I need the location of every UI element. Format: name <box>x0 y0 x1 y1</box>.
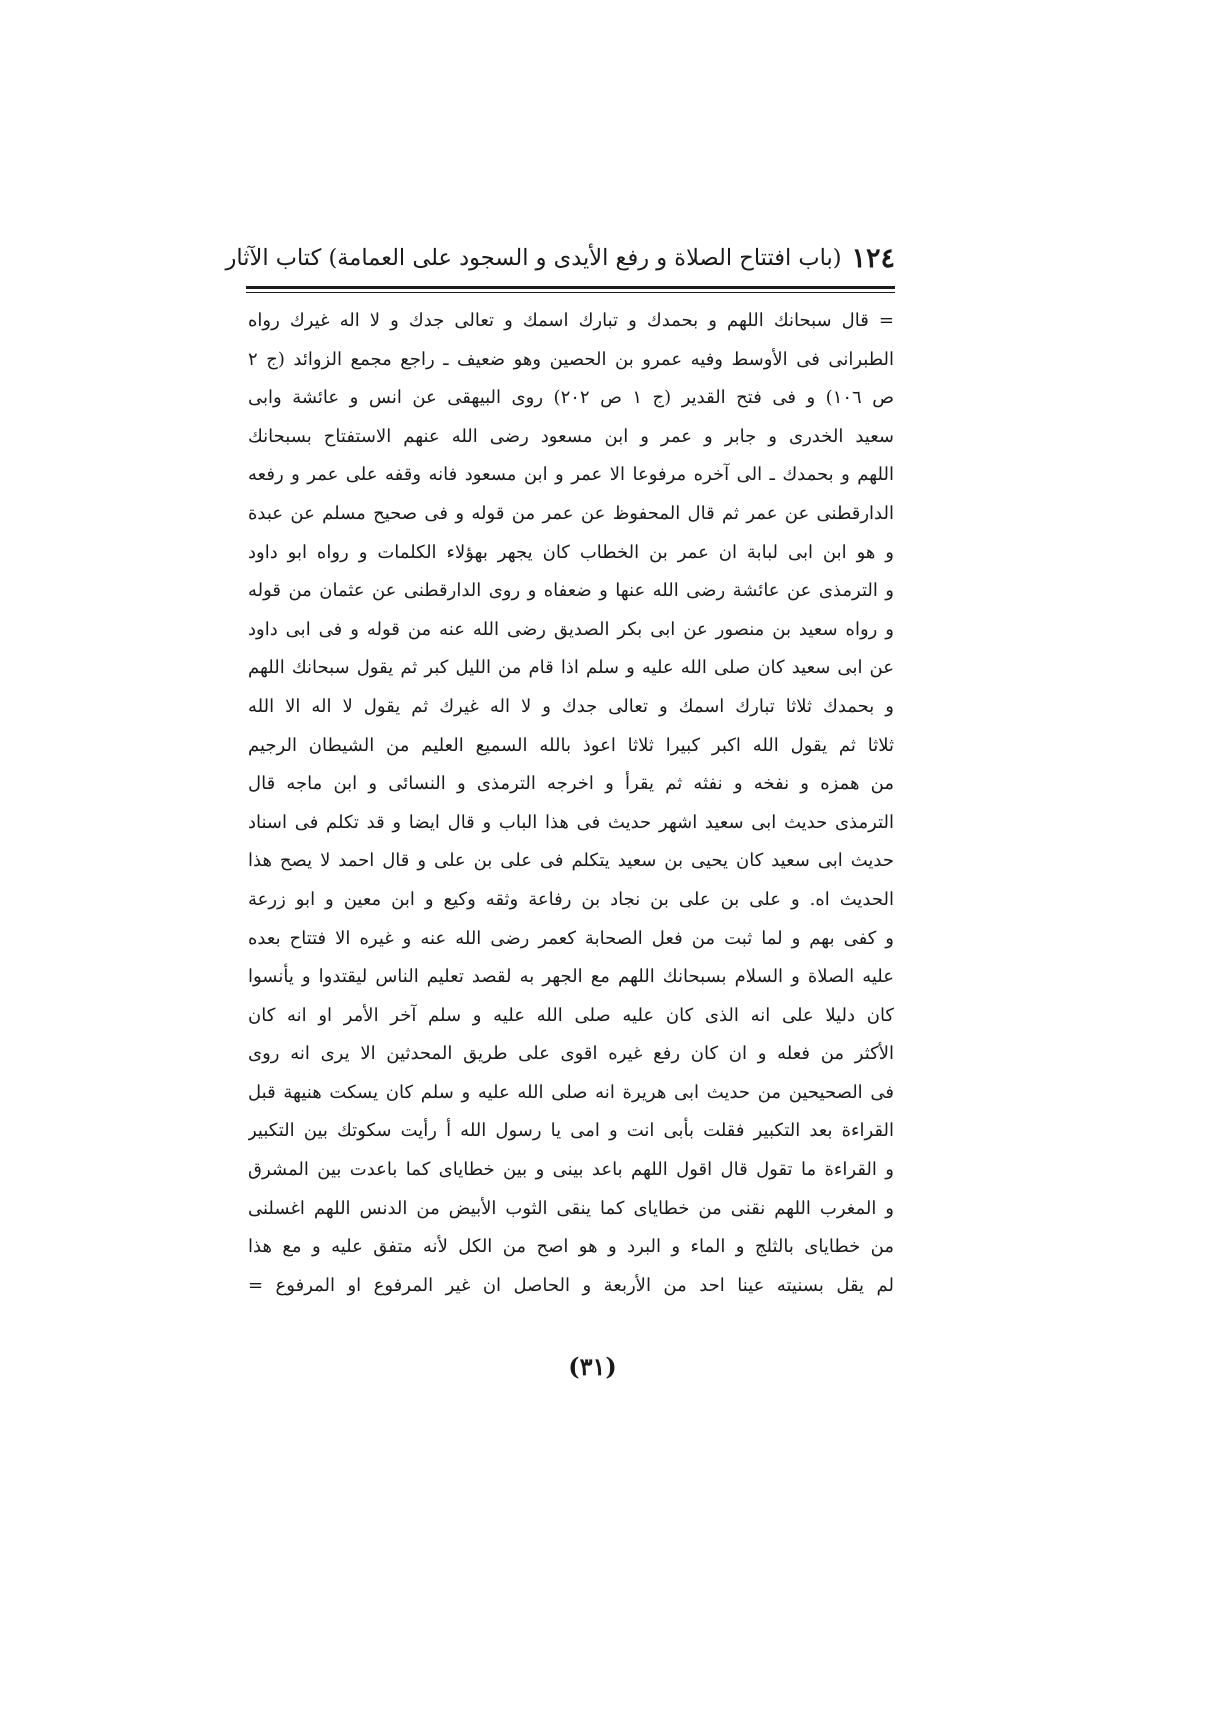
text-line: فى الصحيحين من حديث ابى هريرة انه صلى الله عليه و سلم كان يسكت هنيهة قبل <box>248 1081 894 1103</box>
page-header <box>225 238 895 278</box>
text-line: سعيد الخدرى و جابر و عمر و ابن مسعود رضى الله عنهم الاستفتاح بسبحانك <box>248 425 894 447</box>
text-line: و الترمذى عن عائشة رضى الله عنها و ضعفاه و روى الدارقطنى عن عثمان من قوله <box>248 580 894 602</box>
text-line: و هو ابن ابى لبابة ان عمر بن الخطاب كان يجهر بهؤلاء الكلمات و رواه ابو داود <box>248 541 894 563</box>
text-line: الترمذى حديث ابى سعيد اشهر حديث فى هذا الباب و قال ايضا و قد تكلم فى اسناد <box>248 811 894 833</box>
text-line: ص ١٠٦) و فى فتح القدير (ج ١ ص ٢٠٢) روى البيهقى عن انس و عائشة وابى <box>248 387 894 409</box>
text-line: الطبرانى فى الأوسط وفيه عمرو بن الحصين وهو ضعيف ـ راجع مجمع الزوائد (ج ٢ <box>248 348 894 370</box>
text-line: اللهم و بحمدك ـ الى آخره مرفوعا الا عمر و ابن مسعود فانه وقفه على عمر و رفعه <box>248 464 894 486</box>
text-line: و المغرب اللهم نقنى من خطاياى كما ينقى الثوب الأبيض من الدنس اللهم اغسلنى <box>248 1197 894 1219</box>
text-line: القراءة بعد التكبير فقلت بأبى انت و امى يا رسول الله أ رأيت سكوتك بين التكبير <box>248 1120 894 1142</box>
text-line: و بحمدك ثلاثا تبارك اسمك و تعالى جدك و لا اله غيرك ثم يقول لا اله الا الله <box>248 695 894 717</box>
text-line: عن ابى سعيد كان صلى الله عليه و سلم اذا قام من الليل كبر ثم يقول سبحانك اللهم <box>248 657 894 679</box>
signature-mark: (٣١) <box>568 1352 617 1381</box>
text-line: لم يقل بسنيته عينا احد من الأربعة و الحاصل ان غير المرفوع او المرفوع = <box>248 1274 894 1296</box>
text-line: الدارقطنى عن عمر ثم قال المحفوظ عن عمر من قوله و فى صحيح مسلم عن عبدة <box>248 502 894 524</box>
text-line: كان دليلا على انه الذى كان عليه صلى الله عليه و سلم آخر الأمر او انه كان <box>248 1004 894 1026</box>
header-rule-thick <box>246 286 895 289</box>
text-line: و رواه سعيد بن منصور عن ابى بكر الصديق رضى الله عنه من قوله و فى ابى داود <box>248 618 894 640</box>
running-title: (باب افتتاح الصلاة و رفع الأيدى و السجود على العمامة) كتاب الآثار <box>225 245 842 271</box>
text-line: من همزه و نفخه و نفثه ثم يقرأ و اخرجه الترمذى و النسائى و ابن ماجه قال <box>248 773 894 795</box>
text-line: من خطاياى بالثلج و الماء و البرد و هو اصح من الكل لأنه متفق عليه و مع هذا <box>248 1236 894 1258</box>
text-line: الحديث اه. و على بن على بن نجاد بن رفاعة وثقه وكيع و ابن معين و ابو زرعة <box>248 888 894 910</box>
text-line: عليه الصلاة و السلام بسبحانك اللهم مع الجهر به لقصد تعليم الناس ليقتدوا و يأنسوا <box>248 966 894 988</box>
header-rule-thin <box>246 292 895 293</box>
text-line: و كفى بهم و لما ثبت من فعل الصحابة كعمر رضى الله عنه و غيره الا فتتاح بعده <box>248 927 894 949</box>
text-line: ثلاثا ثم يقول الله اكبر كبيرا ثلاثا اعوذ بالله السميع العليم من الشيطان الرجيم <box>248 734 894 756</box>
body-text <box>248 302 894 1305</box>
text-line: = قال سبحانك اللهم و بحمدك و تبارك اسمك و تعالى جدك و لا اله غيرك رواه <box>248 310 894 331</box>
text-line: و القراءة ما تقول قال اقول اللهم باعد بينى و بين خطاياى كما باعدت بين المشرق <box>248 1159 894 1181</box>
text-line: حديث ابى سعيد كان يحيى بن سعيد يتكلم فى على بن على و قال احمد لا يصح هذا <box>248 850 894 872</box>
text-line: الأكثر من فعله و ان كان رفع غيره اقوى على طريق المحدثين الا يرى انه روى <box>248 1043 894 1065</box>
page-number: ١٢٤ <box>851 242 895 274</box>
